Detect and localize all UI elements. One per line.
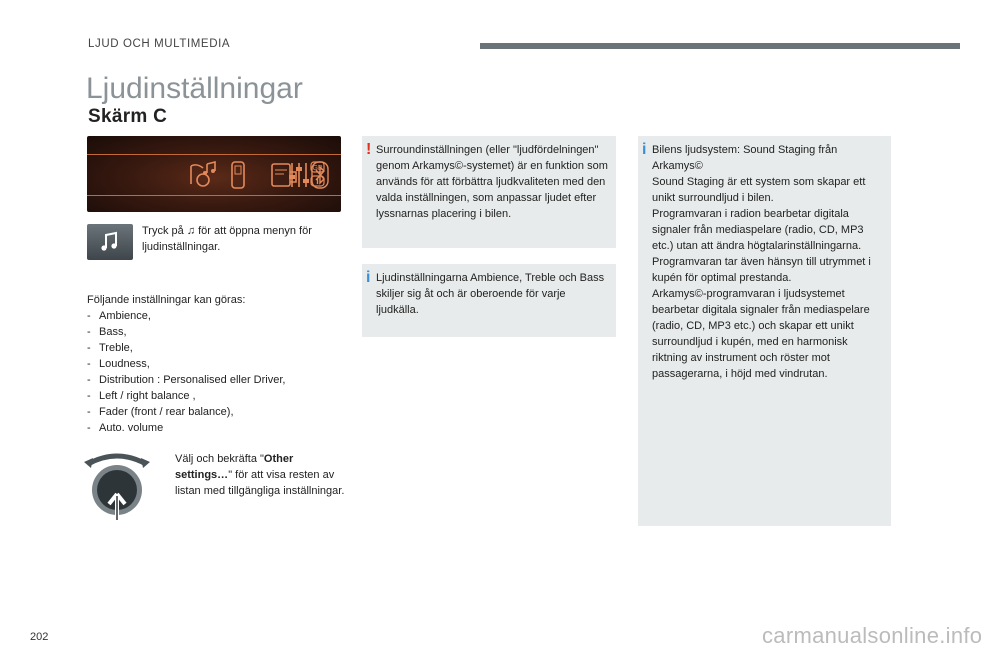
choose-text-after: " för att visa resten av listan med tillgängliga inställningar. [175, 469, 345, 497]
tap-instruction: Tryck på ♫ för att öppna menyn för ljudinställningar. [142, 225, 312, 253]
header-rule [480, 43, 960, 49]
watermark: carmanualsonline.info [762, 623, 982, 648]
phone-icon [227, 160, 251, 190]
sound-staging-panel [638, 136, 891, 526]
other-settings-label: Other settings… [175, 453, 294, 481]
info-icon: i [642, 141, 647, 158]
info-icon: i [366, 269, 371, 286]
surround-note-panel [362, 136, 616, 248]
list-item: - Treble, [87, 340, 347, 356]
list-item: - Left / right balance , [87, 388, 347, 404]
settings-list [87, 308, 347, 436]
list-item: - Bass, [87, 324, 347, 340]
settings-list-block [87, 292, 347, 436]
surround-note-text: Surroundinställningen (eller "ljudfördelningen" genom Arkamys©-systemet) är en funktion som används för att förbättra ljudkvaliteten med den valda inställningen, som anpassar ljudet efter lyssnarnas placering i bilen. [376, 144, 608, 220]
independent-settings-panel [362, 264, 616, 337]
music-button-tile [87, 224, 133, 260]
settings-intro: Följande inställningar kan göras: [87, 294, 246, 306]
section-title: LJUD OCH MULTIMEDIA [88, 38, 231, 50]
rotary-knob-icon [84, 450, 150, 522]
list-item: - Distribution : Personalised eller Driver, [87, 372, 347, 388]
page-title: Ljudinställningar [86, 72, 303, 105]
sound-staging-text: Bilens ljudsystem: Sound Staging från Arkamys© Sound Staging är ett system som skapar ett unikt surroundljud i bilen. Programvaran i radion bearbetar digitala signaler från mediaspelare (radio, CD, MP3 etc.) utan att ändra högtalarinställningarna. Programvaran tar även hänsyn till utrymmet i kupén för optimal prestanda. Arkamys©-programvaran i ljudsystemet bearbetar digitala signaler från mediaspelare (radio, CD, MP3 etc.) och skapar ett unikt surroundljud i kupén, med en harmonisk riktning av instrument och röster mot passagerarna, i höjd med vindrutan. [652, 144, 871, 380]
page-subtitle: Skärm C [88, 106, 168, 127]
list-item: - Fader (front / rear balance), [87, 404, 347, 420]
choose-text-before: Välj och bekräfta " [175, 453, 264, 465]
music-radio-icon [187, 160, 221, 190]
independent-settings-text: Ljudinställningarna Ambience, Treble och Bass skiljer sig åt och är oberoende för varje ljudkälla. [376, 272, 605, 316]
svg-text:GB: GB [312, 165, 323, 172]
warning-icon: ! [366, 141, 372, 158]
list-item: - Loudness, [87, 356, 347, 372]
choose-instruction [175, 451, 345, 499]
list-item: - Ambience, [87, 308, 347, 324]
list-item: - Auto. volume [87, 420, 347, 436]
settings-sliders-icon [287, 159, 327, 191]
page-number: 202 [30, 631, 49, 643]
music-note-icon [87, 224, 133, 260]
